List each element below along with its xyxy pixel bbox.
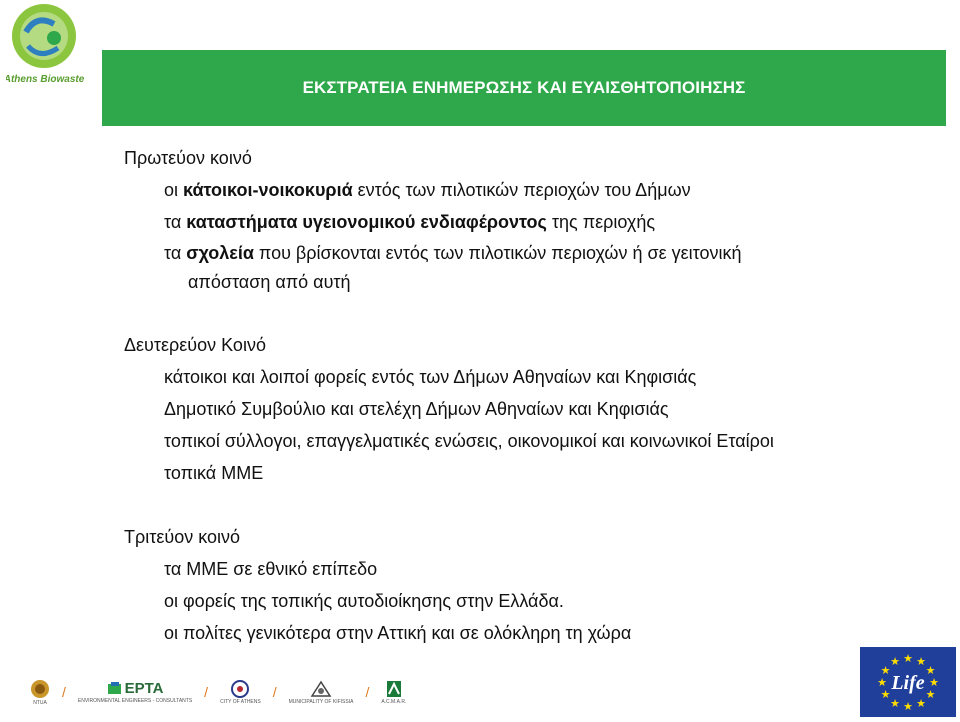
eu-life-logo <box>860 647 956 717</box>
separator-icon: / <box>272 684 277 700</box>
secondary-item: τοπικοί σύλλογοι, επαγγελματικές ενώσεις, οικονομικοί και κοινωνικοί Εταίροι <box>164 431 774 451</box>
primary-item-shops: τα καταστήματα υγειονομικού ενδιαφέροντος της περιοχής <box>164 212 656 232</box>
eu-star-icon: ★ <box>877 677 887 689</box>
eu-star-icon: ★ <box>880 665 891 677</box>
primary-item-households: οι κάτοικοι-νοικοκυριά εντός των πιλοτικών περιοχών του Δήμων <box>164 180 691 200</box>
secondary-item: Δημοτικό Συμβούλιο και στελέχη Δήμων Αθηναίων και Κηφισιάς <box>164 399 669 419</box>
page-title: ΕΚΣΤΡΑΤΕΙΑ ΕΝΗΜΕΡΩΣΗΣ ΚΑΙ ΕΥΑΙΣΘΗΤΟΠΟΙΗΣΗΣ <box>302 78 746 97</box>
life-label: Life <box>891 672 925 694</box>
city-of-athens-logo: CITY OF ATHENS <box>220 680 261 705</box>
secondary-item: κάτοικοι και λοιποί φορείς εντός των Δήμων Αθηναίων και Κηφισιάς <box>164 367 697 387</box>
separator-icon: / <box>204 684 209 700</box>
partner-logos <box>30 676 406 708</box>
tertiary-audience-heading: Τριτεύον κοινό <box>124 527 241 547</box>
tertiary-item: οι πολίτες γενικότερα στην Αττική και σε ολόκληρη τη χώρα <box>164 623 632 643</box>
secondary-item: τοπικά ΜΜΕ <box>164 463 264 483</box>
tertiary-item: οι φορείς της τοπικής αυτοδιοίκησης στην Ελλάδα. <box>164 591 564 611</box>
eu-star-icon: ★ <box>916 656 926 669</box>
slide-content <box>124 142 924 649</box>
epta-logo: ΕΡΤΑ ENVIRONMENTAL ENGINEERS - CONSULTANTS <box>77 680 193 704</box>
eu-star-icon: ★ <box>890 697 900 710</box>
eu-star-icon: ★ <box>880 689 891 701</box>
eu-star-icon: ★ <box>903 701 913 713</box>
acmar-logo: A.C.M.A.R. <box>381 680 406 705</box>
eu-star-icon: ★ <box>916 697 926 710</box>
logo-text: Athens Biowaste <box>6 74 85 85</box>
ntua-logo: NTUA <box>30 679 50 706</box>
kifissia-logo: MUNICIPALITY OF KIFISSIA <box>289 680 354 705</box>
athens-biowaste-logo <box>6 2 86 90</box>
eu-star-icon: ★ <box>903 653 913 665</box>
eu-star-icon: ★ <box>890 656 900 669</box>
title-bar <box>102 50 946 126</box>
primary-item-schools: τα σχολεία που βρίσκονται εντός των πιλοτικών περιοχών ή σε γειτονική απόσταση από αυτή <box>164 243 742 292</box>
eu-star-icon: ★ <box>925 689 936 701</box>
eu-star-icon: ★ <box>925 665 936 677</box>
secondary-audience-heading: Δευτερεύον Κοινό <box>124 335 266 355</box>
separator-icon: / <box>62 684 66 700</box>
tertiary-item: τα ΜΜΕ σε εθνικό επίπεδο <box>164 559 378 579</box>
eu-star-icon: ★ <box>929 677 939 689</box>
primary-audience-heading: Πρωτεύον κοινό <box>124 148 252 168</box>
separator-icon: / <box>365 684 370 700</box>
